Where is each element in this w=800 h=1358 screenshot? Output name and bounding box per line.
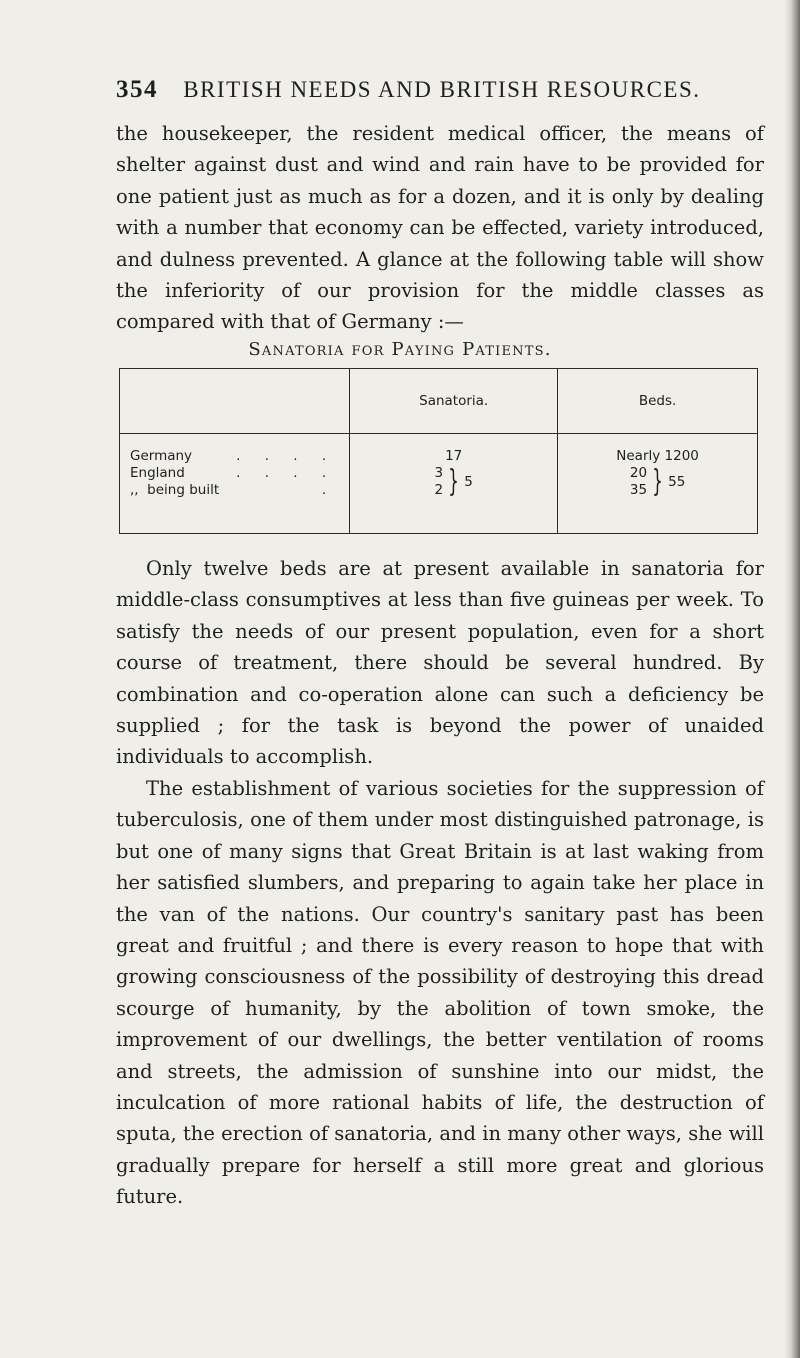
- table-caption: Sanatoria for Paying Patients.: [248, 339, 552, 360]
- page-edge-shadow: [784, 0, 800, 1358]
- beds-england: 20: [629, 465, 648, 481]
- table-row: [130, 448, 348, 465]
- label-cell: [120, 434, 350, 534]
- table-row: [130, 482, 348, 499]
- label-germany: Germany: [130, 448, 193, 464]
- sanatoria-table: [119, 368, 758, 534]
- leader-dots: . . . .: [236, 465, 337, 481]
- header-sanatoria: Sanatoria.: [350, 369, 558, 434]
- england-sanatoria-group: [435, 465, 473, 499]
- beds-germany: Nearly 1200: [616, 448, 699, 464]
- label-being-built: ,, being built: [130, 482, 220, 498]
- sanatoria-england: 3: [434, 465, 444, 481]
- page-number: 354: [116, 76, 158, 103]
- paragraph-twelve-beds: Only twelve beds are at present available in sanatoria for middle-class consumptives at less than five guineas per week. To satisfy the needs of our present population, even for a short course of treatment, there should be several hundred. By combination and co-operation alone can such a deficiency be supplied ; for the task is beyond the power of unaided individuals to accomplish.: [116, 557, 764, 769]
- sanatoria-england-total: 5: [464, 473, 473, 490]
- brace-icon: }: [448, 464, 459, 499]
- leader-dots: .: [321, 482, 337, 498]
- label-england: England: [130, 465, 185, 481]
- england-beds-group: [630, 465, 685, 499]
- beds-england-total: 55: [668, 473, 686, 490]
- table-body-row: [120, 434, 758, 534]
- sanatoria-germany: 17: [445, 448, 463, 464]
- table-row: [130, 465, 348, 482]
- running-header: [116, 76, 701, 104]
- beds-cell: [558, 434, 758, 534]
- table-header-row: [120, 369, 758, 434]
- paragraph-societies: The establishment of various societies for the suppression of tuberculosis, one of them under most distinguished patronage, is but one of many signs that Great Britain is at last waking from her satisfied slumbers, and preparing to again take her place in the van of the nations. Our country's sanitary past has been great and fruitful ; and there is every reason to hope that with growing consciousness of the possibility of destroying this dread scourge of humanity, by the abolition of town smoke, the improvement of our dwellings, the better ventilation of rooms and streets, the admission of sunshine into our midst, the inculcation of more rational habits of life, the destruction of sputa, the erection of sanatoria, and in many other ways, she will gradually prepare for herself a still more great and glorious future.: [116, 777, 764, 1209]
- header-blank: [120, 369, 350, 434]
- header-beds: Beds.: [558, 369, 758, 434]
- paragraph-intro: the housekeeper, the resident medical officer, the means of shelter against dust and wind and rain have to be provided for one patient just as much as for a dozen, and it is only by dealing with a number that economy can be effected, variety introduced, and dulness prevented. A glance at the following table will show the inferiority of our provision for the middle classes as compared with that of Germany :—: [116, 122, 764, 334]
- sanatoria-being-built: 2: [434, 482, 444, 498]
- leader-dots: . . . .: [236, 448, 337, 464]
- brace-icon: }: [652, 464, 663, 499]
- sanatoria-cell: [350, 434, 558, 534]
- running-title: BRITISH NEEDS AND BRITISH RESOURCES.: [183, 77, 701, 102]
- beds-being-built: 35: [629, 482, 648, 498]
